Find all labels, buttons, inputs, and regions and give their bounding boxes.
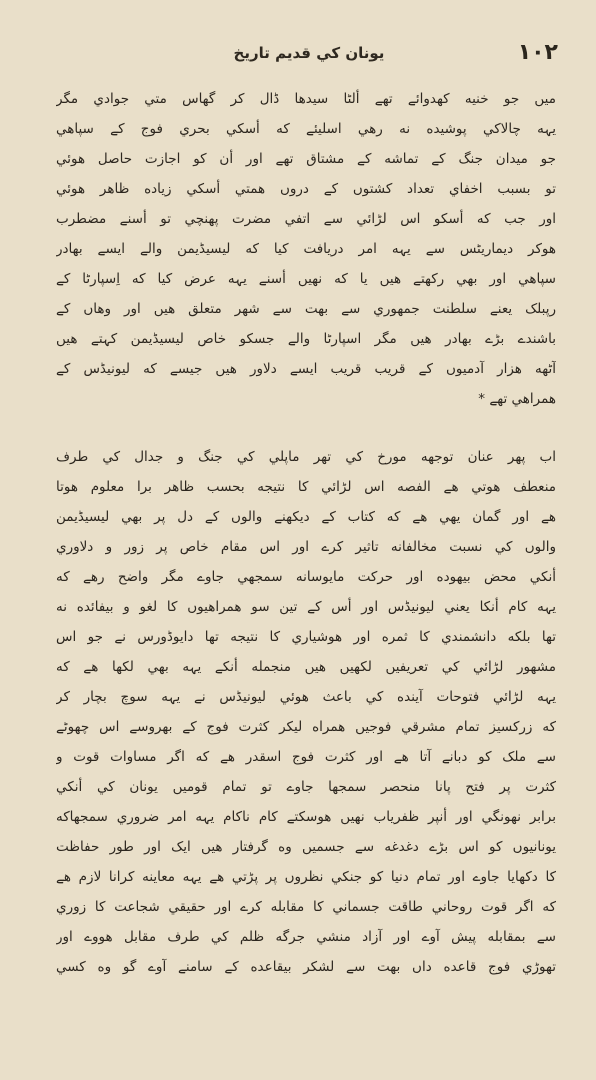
text-line: اور جب که أسکو اس لڑائي سے اتفي مضرت پهنچي تو أسنے مضطرب <box>56 211 556 227</box>
text-line: برابر نهونگي اور أنپر ظفریاب نهیں هوسکتے کام ناکام یہه امر ضروري سمجهاکه <box>56 809 556 825</box>
text-line: باشندے بڑے بهادر هیں مگر اسپارٹا والے جسکو خاص لیسیڈیمن کہتے هیں <box>56 331 556 347</box>
text-line: هے اور گمان یهي هے که کتاب کے دیکهنے والوں کے دل پر بهي لیسیڈیمن <box>56 509 556 525</box>
page-header <box>60 40 558 70</box>
text-line: کا دکهایا جاوے اور تمام دنیا کو جنکي نظروں پر پڑتي هے یہه معاینه کرانا لازم هے <box>56 869 556 885</box>
text-line: هوکر دیماریٹس سے یہه امر دریافت کیا که لیسیڈیمن والے ایسے بهادر <box>56 241 556 257</box>
text-line: میں جو خنیه کهدوائے تهے ألٹا سیدها ڈال کر گهاس متي جوادي مگر <box>56 91 556 107</box>
text-line: رپبلک یعنے سلطنت جمهوري سے بهت سے شهر متعلق هیں اور وهاں کے <box>56 301 556 317</box>
paragraph-1 <box>56 84 556 414</box>
text-line: همراهي تهے * <box>478 391 556 407</box>
paragraph-2 <box>56 442 556 982</box>
text-line: یہه چالاکي پوشیده نه رهي اسلیئے که أسکي بحري فوج کے سپاهي <box>56 121 556 137</box>
text-line: تها بلکه دانشمندي کا ثمره اور هوشیاري کا نتیجه تها دایوڈورس نے جو اس <box>56 629 556 645</box>
text-line: که زرکسیز تمام مشرقي فوجیں همراه لیکر کثرت فوج کے بهروسے اس چهوٹے <box>56 719 556 735</box>
text-line: جو میدان جنگ کے تماشه کے مشتاق تهے اور أن کو اجازت حاصل هوئي <box>56 151 556 167</box>
text-line: تو بسبب اخفاي تعداد کشتوں کے دروں همتي أسکي زیاده ظاهر هوئي <box>56 181 556 197</box>
running-title: یونان کي قدیم تاریخ <box>233 44 385 62</box>
text-line: سپاهي اور بهي رکهتے هیں یا که نهیں أسنے یہه عرض کیا که اِسپارٹا کے <box>56 271 556 287</box>
text-line: آٹهه هزار آدمیوں کے قریب قریب ایسے دلاور هیں جیسے که لیونیڈس کے <box>56 361 556 377</box>
text-line: که اگر قوت روحاني طاقت جسماني کا مقابله کرے اور حقیقي شجاعت کا زوري <box>56 899 556 915</box>
text-line: یونانیوں کو اس بڑے دغدغه سے جسمیں وه گرفتار هیں ایک اور طور حفاظت <box>56 839 556 855</box>
text-line: یہه کام أنکا یعني لیونیڈس اور أس کے تین سو همراهیوں کا لغو و بیفائده نه <box>56 599 556 615</box>
text-line: یہه لڑائي فتوحات آینده کي باعث هوئي لیونیڈس نے یہه سوچ بچار کر <box>56 689 556 705</box>
text-line: تهوڑي فوج قاعده داں بهت سے لشکر بیقاعده کے سامنے آوے گو وه کسي <box>56 959 556 975</box>
page-number: ١٠٢ <box>517 40 558 65</box>
text-line: أنکي محض بیهوده اور حرکت مایوسانه سمجهي جاوے مگر واضح رهے که <box>56 569 556 585</box>
text-line: سے بمقابله پیش آوے اور آزاد منشي جرگه ظلم کي طرف مقابل هووے اور <box>56 929 556 945</box>
paragraph-gap <box>56 414 556 442</box>
text-line: منعطف هوتي هے الفصه اس لڑائي کا نتیجه بحسب ظاهر برا معلوم هوتا <box>56 479 556 495</box>
text-line: والوں کي نسبت مخالفانه تاثیر کرے اور اس مقام خاص پر زور و دلاوري <box>56 539 556 555</box>
body-text <box>56 84 556 982</box>
text-line: سے ملک کو دبانے آتا هے اور کثرت فوج اسقدر هے که اگر مساوات قوت و <box>56 749 556 765</box>
text-line: مشهور لڑائي کي تعریفیں لکهیں هیں منجمله أنکے یہه بهي لکها هے که <box>56 659 556 675</box>
text-line: کثرت پر فتح پانا منحصر سمجها جاوے تو تمام قومیں یونان کي أنکي <box>56 779 556 795</box>
text-line: اب پهر عنان توجهه مورخ کي تهر ماپلي کي جنگ و جدال کي طرف <box>56 449 556 465</box>
